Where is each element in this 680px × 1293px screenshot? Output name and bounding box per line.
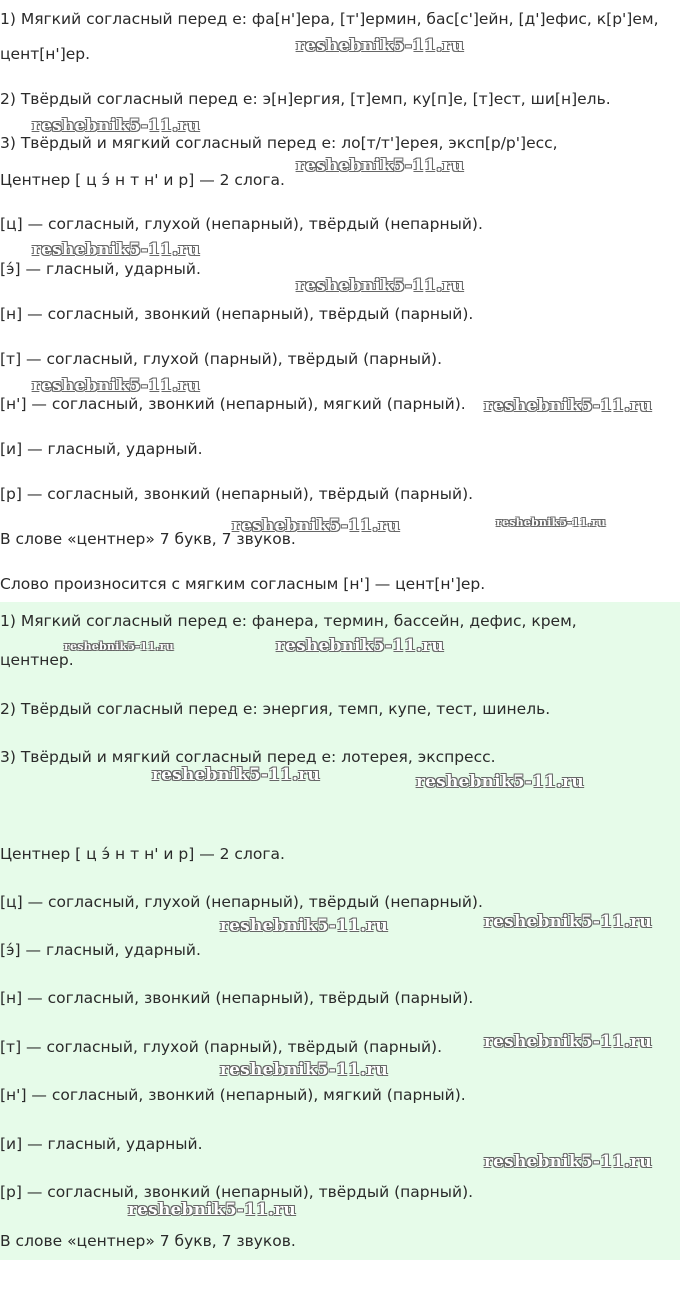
watermark: reshebnik5-11.ru xyxy=(220,916,388,936)
text-line: [и] — гласный, ударный. xyxy=(0,1135,203,1153)
text-line: [и] — гласный, ударный. xyxy=(0,440,203,458)
watermark: reshebnik5-11.ru xyxy=(152,765,320,785)
watermark: reshebnik5-11.ru xyxy=(296,156,464,176)
text-line: [р] — согласный, звонкий (непарный), твёрдый (парный). xyxy=(0,1183,474,1201)
text-line: [н] — согласный, звонкий (непарный), твёрдый (парный). xyxy=(0,989,474,1007)
watermark: reshebnik5-11.ru xyxy=(32,376,200,396)
watermark: reshebnik5-11.ru xyxy=(416,772,584,792)
text-line: 3) Твёрдый и мягкий согласный перед е: лотерея, экспресс. xyxy=(0,748,496,766)
watermark: reshebnik5-11.ru xyxy=(32,240,200,260)
text-line: Слово произносится с мягким согласным [н'] — цент[н']ер. xyxy=(0,575,486,593)
watermark: reshebnik5-11.ru xyxy=(232,516,400,536)
text-line: Центнер [ ц э́ н т н' и р] — 2 слога. xyxy=(0,845,285,863)
watermark: reshebnik5-11.ru xyxy=(128,1200,296,1220)
text-line: [ц] — согласный, глухой (непарный), твёрдый (непарный). xyxy=(0,215,483,233)
watermark: reshebnik5-11.ru xyxy=(484,912,652,932)
text-line: [т] — согласный, глухой (парный), твёрдый (парный). xyxy=(0,350,443,368)
text-line: [н'] — согласный, звонкий (непарный), мягкий (парный). xyxy=(0,395,466,413)
watermark: reshebnik5-11.ru xyxy=(296,36,464,56)
text-line: [н'] — согласный, звонкий (непарный), мягкий (парный). xyxy=(0,1086,466,1104)
text-line: 2) Твёрдый согласный перед е: энергия, темп, купе, тест, шинель. xyxy=(0,700,551,718)
watermark: reshebnik5-11.ru xyxy=(32,116,200,136)
watermark: reshebnik5-11.ru xyxy=(484,1032,652,1052)
text-line: центнер. xyxy=(0,651,74,669)
watermark: reshebnik5-11.ru xyxy=(296,276,464,296)
watermark: reshebnik5-11.ru xyxy=(220,1060,388,1080)
watermark: reshebnik5-11.ru xyxy=(484,1152,652,1172)
text-line: 3) Твёрдый и мягкий согласный перед е: ло[т/т']ерея, эксп[р/р']есс, xyxy=(0,134,558,152)
watermark: reshebnik5-11.ru xyxy=(484,396,652,416)
text-line: [э́] — гласный, ударный. xyxy=(0,941,201,959)
text-line: Центнер [ ц э́ н т н' и р] — 2 слога. xyxy=(0,171,285,189)
text-line: [ц] — согласный, глухой (непарный), твёрдый (непарный). xyxy=(0,893,483,911)
watermark: reshebnik5-11.ru xyxy=(276,636,444,656)
watermark: reshebnik5-11.ru xyxy=(64,640,174,653)
text-line: В слове «центнер» 7 букв, 7 звуков. xyxy=(0,1232,296,1250)
text-line: цент[н']ер. xyxy=(0,45,91,63)
text-line: 1) Мягкий согласный перед е: фа[н']ера, [т']ермин, бас[с']ейн, [д']ефис, к[р']ем, xyxy=(0,10,659,28)
text-line: 1) Мягкий согласный перед е: фанера, термин, бассейн, дефис, крем, xyxy=(0,612,577,630)
text-line: В слове «центнер» 7 букв, 7 звуков. xyxy=(0,530,296,548)
text-line: 2) Твёрдый согласный перед е: э[н]ергия, [т]емп, ку[п]е, [т]ест, ши[н]ель. xyxy=(0,90,611,108)
text-line: [р] — согласный, звонкий (непарный), твёрдый (парный). xyxy=(0,485,474,503)
text-line: [э́] — гласный, ударный. xyxy=(0,260,201,278)
watermark: reshebnik5-11.ru xyxy=(496,516,606,529)
text-line: [т] — согласный, глухой (парный), твёрдый (парный). xyxy=(0,1038,443,1056)
text-line: [н] — согласный, звонкий (непарный), твёрдый (парный). xyxy=(0,305,474,323)
